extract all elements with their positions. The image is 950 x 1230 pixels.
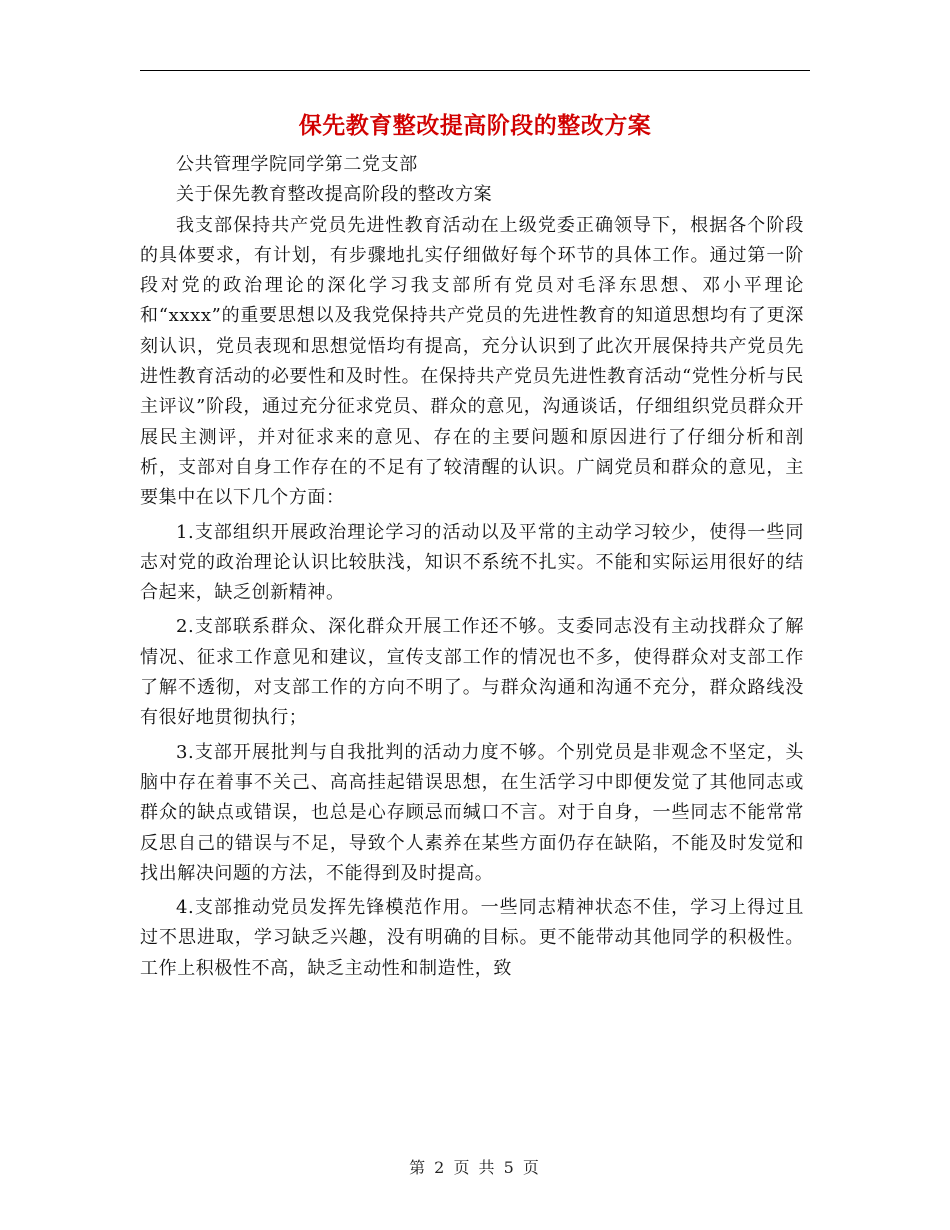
list-item-1: 1.支部组织开展政治理论学习的活动以及平常的主动学习较少，使得一些同志对党的政治理论认识比较肤浅，知识不系统不扎实。不能和实际运用很好的结合起来，缺乏创新精神。 [140, 521, 804, 604]
list-item-3: 3.支部开展批判与自我批判的活动力度不够。个别党员是非观念不坚定，头脑中存在着事不关己、高高挂起错误思想，在生活学习中即便发觉了其他同志或群众的缺点或错误，也总是心存顾忌而缄口不言。对于自身，一些同志不能常常反思自己的错误与不足，导致个人素养在某些方面仍存在缺陷，不能及时发觉和找出解决问题的方法，不能得到及时提高。 [140, 741, 804, 884]
list-item-4: 4.支部推动党员发挥先锋模范作用。一些同志精神状态不佳，学习上得过且过不思进取，学习缺乏兴趣，没有明确的目标。更不能带动其他同学的积极性。工作上积极性不高，缺乏主动性和制造性，致 [140, 897, 804, 979]
intro-paragraph: 我支部保持共产党员先进性教育活动在上级党委正确领导下，根据各个阶段的具体要求，有计划，有步骤地扎实仔细做好每个环节的具体工作。通过第一阶段对党的政治理论的深化学习我支部所有党员对毛泽东思想、邓小平理论和“xxxx”的重要思想以及我党保持共产党员的先进性教育的知道思想均有了更深刻认识，党员表现和思想觉悟均有提高，充分认识到了此次开展保持共产党员先进性教育活动的必要性和及时性。在保持共产党员先进性教育活动“党性分析与民主评议”阶段，通过充分征求党员、群众的意见，沟通谈话，仔细组织党员群众开展民主测评，并对征求来的意见、存在的主要问题和原因进行了仔细分析和剖析，支部对自身工作存在的不足有了较清醒的认识。广阔党员和群众的意见，主要集中在以下几个方面： [140, 214, 804, 509]
header-rule [140, 70, 810, 71]
org-line: 公共管理学院同学第二党支部 [176, 154, 418, 175]
list-item-2: 2.支部联系群众、深化群众开展工作还不够。支委同志没有主动找群众了解情况、征求工作意见和建议，宣传支部工作的情况也不多，使得群众对支部工作了解不透彻，对支部工作的方向不明了。与群众沟通和沟通不充分，群众路线没有很好地贯彻执行； [140, 616, 804, 729]
subject-line: 关于保先教育整改提高阶段的整改方案 [176, 184, 493, 206]
document-body [140, 150, 804, 984]
document-title: 保先教育整改提高阶段的整改方案 [298, 112, 652, 139]
page-footer: 第 2 页 共 5 页 [409, 1158, 541, 1177]
